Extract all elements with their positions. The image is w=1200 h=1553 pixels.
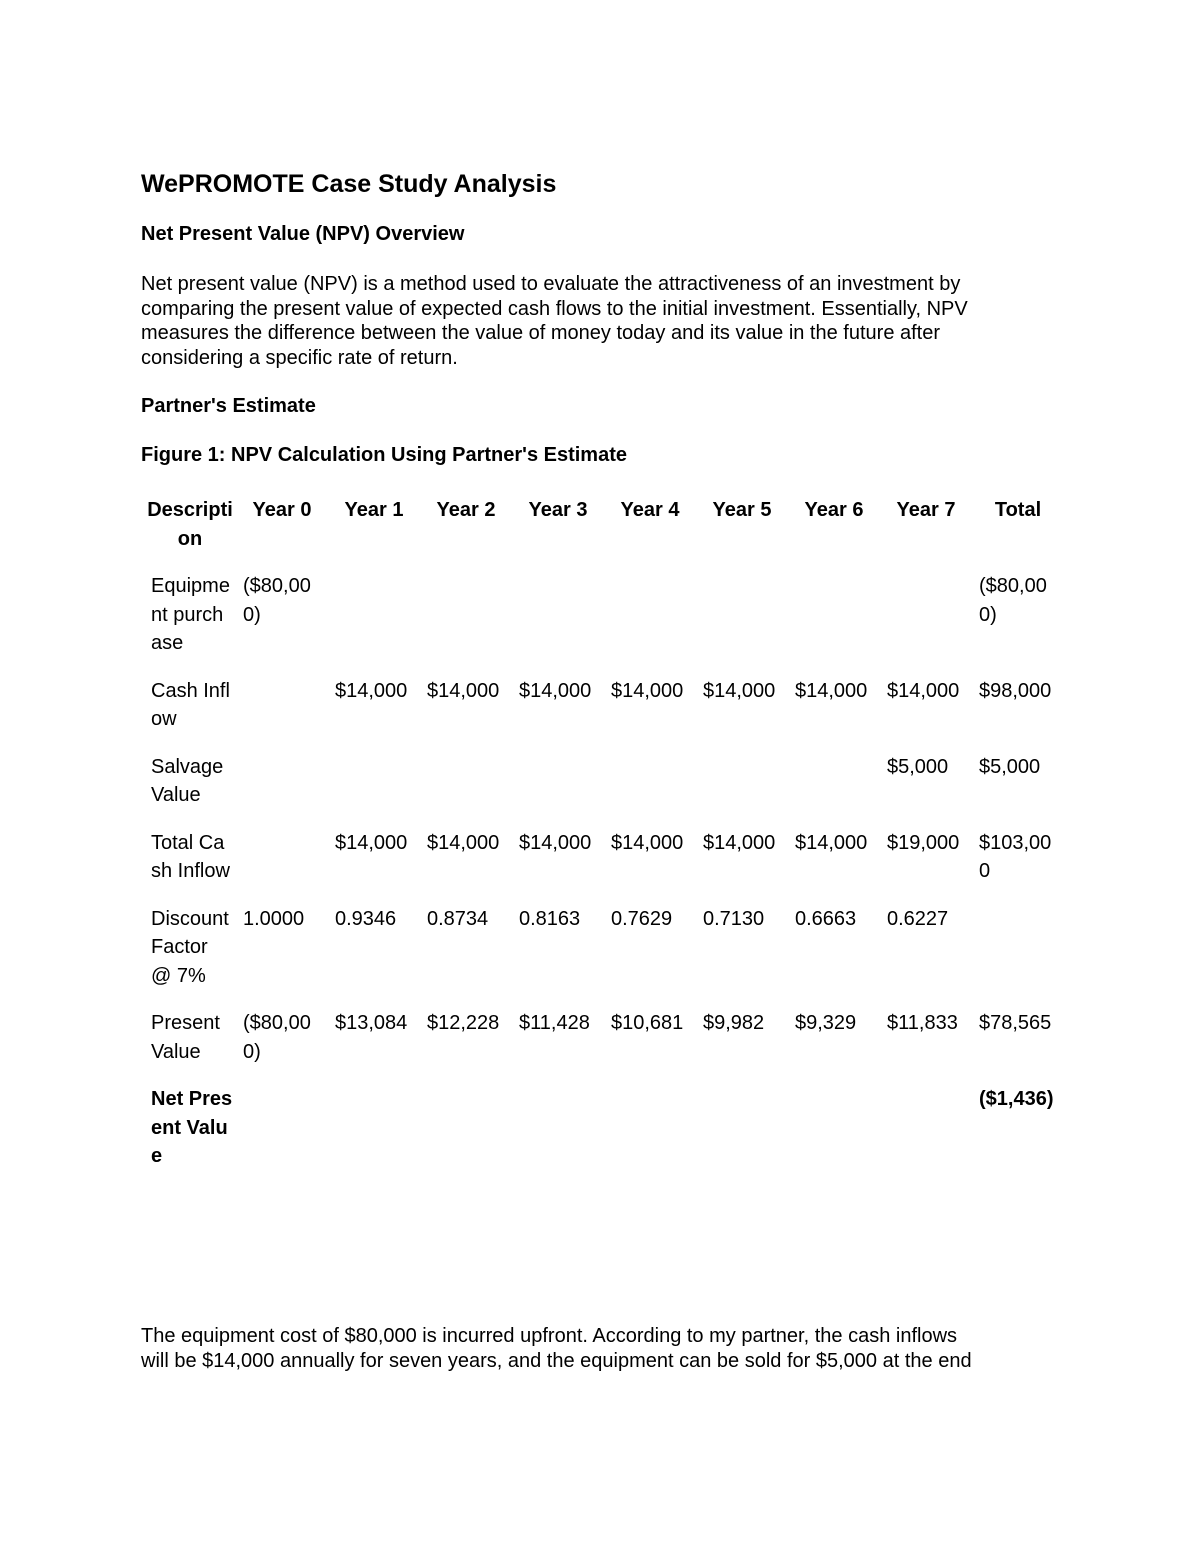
table-cell: $14,000	[611, 831, 684, 854]
table-cell	[233, 753, 325, 829]
table-cell: $78,565	[979, 1012, 1052, 1034]
table-cell: $19,000	[887, 831, 960, 854]
partner-estimate-heading: Partner's Estimate	[141, 395, 316, 417]
row-label-cell: Total Cash Inflow	[151, 831, 230, 882]
row-label-cell: Present Value	[151, 1012, 220, 1063]
table-cell: $5,000	[887, 755, 949, 778]
paragraph-line: measures the difference between the value of money today and its value in the future after	[141, 322, 941, 344]
paragraph-line: comparing the present value of expected cash flows to the initial investment. Essentially, NPV	[141, 297, 968, 320]
table-cell	[969, 905, 1061, 1010]
table-row	[141, 829, 1061, 905]
table-cell	[233, 829, 325, 905]
table-cell: 0.6227	[887, 907, 949, 930]
paragraph-line: will be $14,000 annually for seven years, and the equipment can be sold for $5,000 at the end	[141, 1349, 972, 1372]
header-year-4: Year 4	[620, 499, 680, 521]
header-year-6: Year 6	[804, 499, 864, 521]
table-cell	[785, 753, 877, 829]
table-cell: $11,428	[519, 1012, 590, 1034]
table-cell: $14,000	[335, 831, 408, 854]
paragraph-line: considering a specific rate of return.	[141, 346, 458, 369]
npv-overview-heading: Net Present Value (NPV) Overview	[141, 223, 465, 245]
row-label-cell: Equipment purchase	[151, 575, 230, 654]
table-cell: $14,000	[335, 679, 408, 702]
table-cell	[693, 753, 785, 829]
header-year-7: Year 7	[896, 499, 956, 521]
npv-calculation-table	[141, 496, 1061, 1190]
table-cell	[877, 572, 969, 677]
header-year-0: Year 0	[252, 499, 312, 521]
npv-overview-paragraph	[141, 272, 1051, 370]
closing-paragraph	[141, 1324, 1051, 1373]
table-cell: ($80,000)	[243, 575, 311, 626]
paragraph-line: The equipment cost of $80,000 is incurred upfront. According to my partner, the cash inflows	[141, 1325, 958, 1347]
table-cell	[785, 1085, 877, 1190]
table-cell: $14,000	[703, 831, 776, 854]
table-cell: ($80,000)	[979, 575, 1047, 626]
table-cell: 0.9346	[335, 907, 397, 930]
table-cell: 0.8163	[519, 907, 581, 930]
table-cell	[601, 1085, 693, 1190]
table-cell: $14,000	[519, 831, 592, 854]
table-cell: 1.0000	[243, 907, 305, 930]
table-cell: 0.7130	[703, 907, 765, 930]
row-label-cell: Net Present Value	[151, 1088, 233, 1167]
table-cell: ($1,436)	[979, 1088, 1054, 1110]
table-cell: $11,833	[887, 1012, 958, 1034]
table-cell: 0.6663	[795, 907, 857, 930]
row-label-cell: Cash Inflow	[151, 679, 230, 730]
table-cell: $5,000	[979, 755, 1041, 778]
paragraph-line: Net present value (NPV) is a method used to evaluate the attractiveness of an investment by	[141, 273, 961, 295]
table-row	[141, 905, 1061, 1010]
table-row	[141, 1085, 1061, 1190]
table-header-row	[141, 496, 1061, 572]
table-row	[141, 572, 1061, 677]
table-cell	[509, 572, 601, 677]
table-cell: $14,000	[519, 679, 592, 702]
table-cell: $14,000	[795, 679, 868, 702]
header-description: Description	[147, 499, 233, 550]
table-cell	[877, 1085, 969, 1190]
table-cell	[693, 572, 785, 677]
header-year-3: Year 3	[528, 499, 588, 521]
table-cell	[325, 1085, 417, 1190]
table-body	[141, 572, 1061, 1190]
header-total: Total	[994, 499, 1042, 521]
document-title: WePROMOTE Case Study Analysis	[141, 170, 557, 198]
table-cell: $10,681	[611, 1012, 684, 1034]
figure-caption: Figure 1: NPV Calculation Using Partner's Estimate	[141, 444, 627, 466]
table-cell	[233, 677, 325, 753]
table-cell	[509, 753, 601, 829]
table-cell	[325, 753, 417, 829]
table-cell	[417, 753, 509, 829]
table-cell	[325, 572, 417, 677]
table-cell	[693, 1085, 785, 1190]
table-cell: 0.8734	[427, 907, 489, 930]
row-label-cell: Salvage Value	[151, 755, 224, 806]
table-cell: $9,329	[795, 1012, 857, 1034]
table-cell: $14,000	[427, 831, 500, 854]
table-row	[141, 677, 1061, 753]
table-cell	[785, 572, 877, 677]
table-cell	[233, 1085, 325, 1190]
table-cell: 0.7629	[611, 907, 673, 930]
row-label-cell: Discount Factor @ 7%	[151, 907, 229, 987]
table-cell: $14,000	[887, 679, 960, 702]
table-cell	[417, 572, 509, 677]
table-cell	[601, 753, 693, 829]
table-cell: ($80,000)	[243, 1012, 311, 1063]
header-year-5: Year 5	[712, 499, 772, 521]
table-cell	[417, 1085, 509, 1190]
table-cell: $14,000	[703, 679, 776, 702]
table-cell	[509, 1085, 601, 1190]
table-row	[141, 753, 1061, 829]
table-cell	[601, 572, 693, 677]
table-cell: $9,982	[703, 1012, 765, 1034]
table-cell: $103,000	[979, 831, 1052, 882]
table-cell: $14,000	[795, 831, 868, 854]
header-year-2: Year 2	[436, 499, 496, 521]
header-year-1: Year 1	[344, 499, 404, 521]
table-cell: $14,000	[611, 679, 684, 702]
table-row	[141, 1009, 1061, 1085]
table-cell: $98,000	[979, 679, 1052, 702]
table-cell: $14,000	[427, 679, 500, 702]
table-cell: $13,084	[335, 1012, 408, 1034]
table-cell: $12,228	[427, 1012, 500, 1034]
